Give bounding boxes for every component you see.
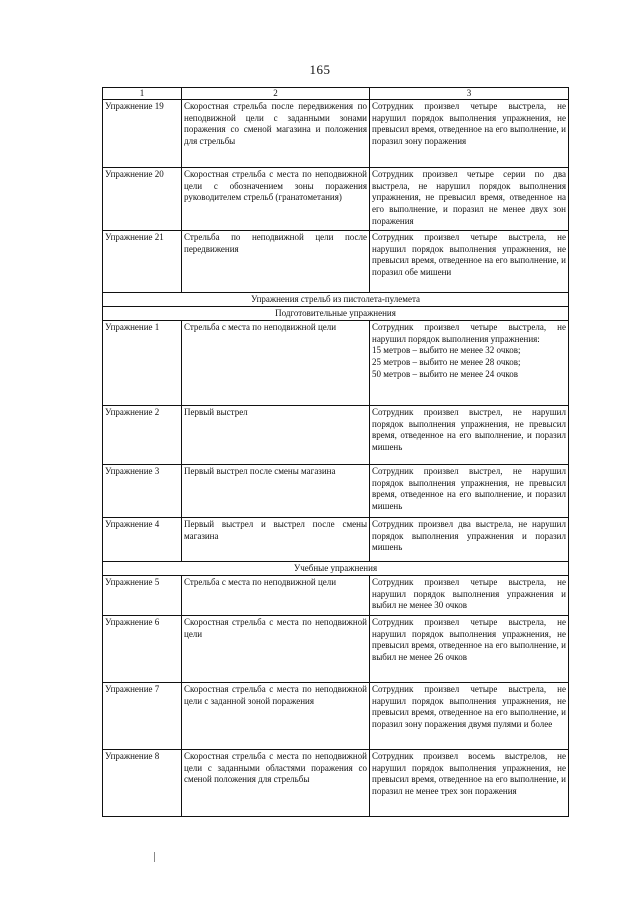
exercise-criteria: Сотрудник произвел восемь выстрелов, не нарушил порядок выполнения упражнения, не превысил время, отведенное на его выполнение, и поразил не менее трех зон поражения (370, 750, 569, 817)
exercise-name: Упражнение 7 (103, 683, 182, 750)
exercise-name: Упражнение 3 (103, 465, 182, 518)
exercise-description: Первый выстрел (182, 406, 370, 465)
column-header-row (103, 88, 569, 100)
exercise-name: Упражнение 4 (103, 518, 182, 562)
exercise-criteria: Сотрудник произвел два выстрела, не нарушил порядок выполнения упражнения и поразил мишень (370, 518, 569, 562)
table-row (103, 168, 569, 231)
exercise-description: Первый выстрел после смены магазина (182, 465, 370, 518)
column-header-3: 3 (370, 88, 569, 100)
criteria-item: 15 метров – выбито не менее 32 очков; (372, 345, 521, 356)
table-row (103, 321, 569, 406)
criteria-item: 50 метров – выбито не менее 24 очков (372, 368, 519, 379)
exercise-description: Скоростная стрельба после передвижения по неподвижной цели с заданными зонами поражения со сменой магазина и положения для стрельбы (182, 100, 370, 168)
exercise-description: Скоростная стрельба с места по неподвижной цели (182, 616, 370, 683)
exercise-description: Скоростная стрельба с места по неподвижной цели с заданной зоной поражения (182, 683, 370, 750)
exercise-description: Скоростная стрельба с места по неподвижной цели с обозначением зоны поражения руководителем стрельб (гранатометания) (182, 168, 370, 231)
criteria-item: 25 метров – выбито не менее 28 очков; (372, 357, 521, 368)
page-number: 165 (309, 62, 331, 77)
exercise-name: Упражнение 1 (103, 321, 182, 406)
column-header-2: 2 (182, 88, 370, 100)
section-title-pistol: Упражнения стрельб из пистолета-пулемета (103, 293, 569, 307)
exercise-name: Упражнение 19 (103, 100, 182, 168)
section-row (103, 293, 569, 307)
section-row (103, 562, 569, 576)
exercise-name: Упражнение 6 (103, 616, 182, 683)
exercise-name: Упражнение 5 (103, 576, 182, 616)
exercise-criteria: Сотрудник произвел четыре выстрела, не нарушил порядок выполнения упражнения, не превысил время, отведенное на его выполнение, и поразил зону поражения (370, 100, 569, 168)
table-row (103, 750, 569, 817)
table-row (103, 100, 569, 168)
exercise-criteria: Сотрудник произвел четыре выстрела, не нарушил порядок выполнения упражнения, не превысил время, отведенное на его выполнение, и выбил не менее 26 очков (370, 616, 569, 683)
section-title-training: Учебные упражнения (103, 562, 569, 576)
exercise-description: Первый выстрел и выстрел после смены магазина (182, 518, 370, 562)
criteria-intro: Сотрудник произвел четыре выстрела, не нарушил порядок выполнения упражнения: (372, 322, 566, 344)
scan-artifact (154, 852, 155, 862)
exercise-name: Упражнение 20 (103, 168, 182, 231)
exercise-criteria: Сотрудник произвел выстрел, не нарушил порядок выполнения упражнения, не превысил время, отведенное на его выполнение, и поразил мишень (370, 406, 569, 465)
table-row (103, 518, 569, 562)
table-row (103, 231, 569, 293)
table-row (103, 616, 569, 683)
exercise-criteria: Сотрудник произвел четыре выстрела, не нарушил порядок выполнения упражнения, не превысил время, отведенное на его выполнение, и поразил обе мишени (370, 231, 569, 293)
table-row (103, 683, 569, 750)
exercise-criteria: Сотрудник произвел четыре выстрела, не нарушил порядок выполнения упражнения и выбил не менее 30 очков (370, 576, 569, 616)
section-title-preparatory: Подготовительные упражнения (103, 307, 569, 321)
section-row (103, 307, 569, 321)
column-header-1: 1 (103, 88, 182, 100)
exercise-name: Упражнение 21 (103, 231, 182, 293)
exercise-table (102, 87, 569, 817)
exercise-criteria: Сотрудник произвел четыре выстрела, не нарушил порядок выполнения упражнения, не превысил время, отведенное на его выполнение, и поразил зону поражения двумя пулями и более (370, 683, 569, 750)
exercise-description: Скоростная стрельба с места по неподвижной цели с заданными областями поражения со сменой положения для стрельбы (182, 750, 370, 817)
exercise-description: Стрельба по неподвижной цели после передвижения (182, 231, 370, 293)
table-row (103, 465, 569, 518)
exercise-name: Упражнение 8 (103, 750, 182, 817)
exercise-name: Упражнение 2 (103, 406, 182, 465)
exercise-criteria: Сотрудник произвел четыре серии по два выстрела, не нарушил порядок выполнения упражнения, не превысил время, отведенное на его выполнение, и поразил не менее двух зон поражения (370, 168, 569, 231)
exercise-criteria (370, 321, 569, 406)
table-row (103, 576, 569, 616)
exercise-description: Стрельба с места по неподвижной цели (182, 321, 370, 406)
table-row (103, 406, 569, 465)
exercise-criteria: Сотрудник произвел выстрел, не нарушил порядок выполнения упражнения, не превысил время, отведенное на его выполнение, и поразил мишень (370, 465, 569, 518)
exercise-description: Стрельба с места по неподвижной цели (182, 576, 370, 616)
